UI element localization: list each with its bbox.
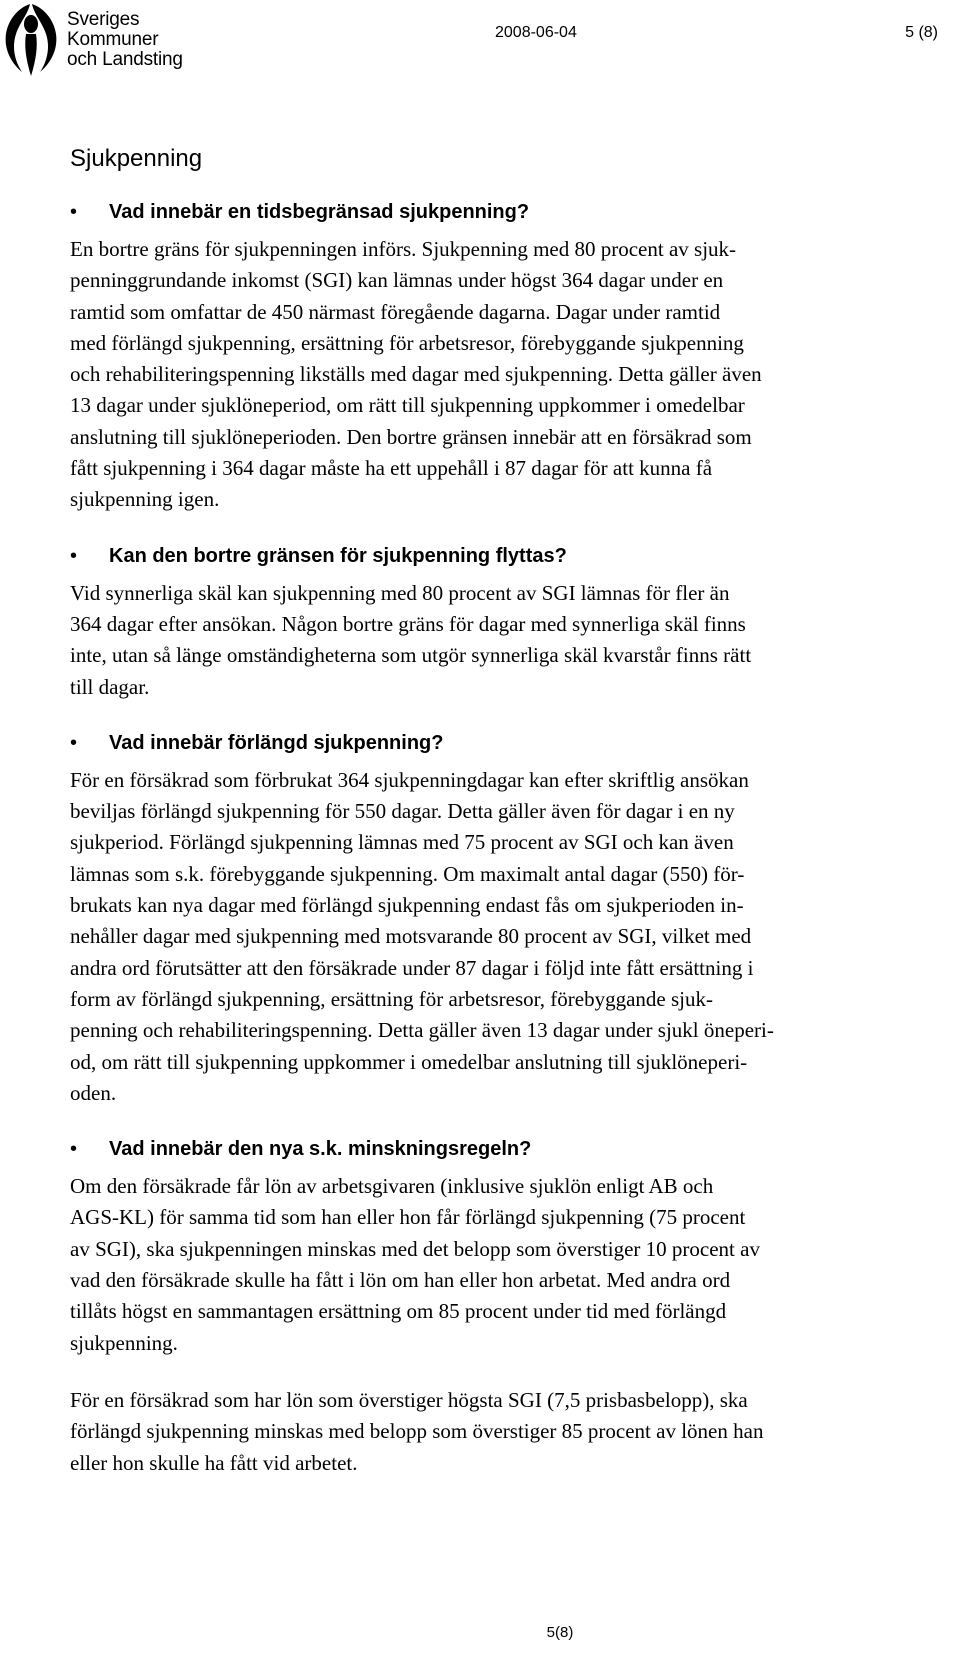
logo-line-1: Sveriges xyxy=(67,9,140,30)
section-paragraph: För en försäkrad som har lön som överstiger högsta SGI (7,5 prisbasbelopp), ska förlängd sjukpenning minskas med belopp som överstiger 85 procent av lönen han eller hon skulle ha fått vid arbetet. xyxy=(70,1387,764,1475)
section-paragraph: Om den försäkrade får lön av arbetsgivaren (inklusive sjuklön enligt AB och AGS-KL) för samma tid som han eller hon får förlängd sjukpenning (75 procent av SGI), ska sjukpenningen minskas med det belopp som överstiger 10 procent av vad den försäkrade skulle ha fått i lön om han eller hon arbetat. Med andra ord tillåts högst en sammantagen ersättning om 85 procent under tid med förlängd sjukpenning. xyxy=(70,1174,760,1355)
bullet-icon: • xyxy=(70,201,78,223)
header-page-number: 5 (8) xyxy=(905,24,938,41)
section-question xyxy=(70,729,930,757)
question-text: Kan den bortre gränsen för sjukpenning flyttas? xyxy=(109,544,567,567)
section-paragraph: För en försäkrad som förbrukat 364 sjukpenningdagar kan efter skriftlig ansökan beviljas förlängd sjukpenning för 550 dagar. Detta gäller även för dagar i en ny sjukperiod. Förlängd sjukpenning lämnas med 75 procent av SGI och kan även lämnas som s.k. förebyggande sjukpenning. Om maximalt antal dagar (550) för- brukats kan nya dagar med förlängd sjukpenning endast fås om sjukperioden in- nehåller dagar med sjukpenning med motsvarande 80 procent av SGI, vilket med andra ord förutsätter att den försäkrade under 87 dagar i följd inte fått ersättning i form av förlängd sjukpenning, ersättning för arbetsresor, förebyggande sjuk- penning och rehabiliteringspenning. Detta gäller även 13 dagar under sjukl öneperi- od, om rätt till sjukpenning uppkommer i omedelbar anslutning till sjuklöneperi- oden. xyxy=(70,767,774,1105)
skl-emblem-icon xyxy=(0,0,62,80)
header-date: 2008-06-04 xyxy=(495,24,577,41)
section-paragraph: En bortre gräns för sjukpenningen införs. Sjukpenning med 80 procent av sjuk- penninggrundande inkomst (SGI) kan lämnas under högst 364 dagar under en ramtid som omfattar de 450 närmast föregående dagarna. Dagar under ramtid med förlängd sjukpenning, ersättning för arbetsresor, förebyggande sjukpenning och rehabiliteringspenning likställs med dagar med sjukpenning. Detta gäller även 13 dagar under sjuklöneperiod, om rätt till sjukpenning uppkommer i omedelbar anslutning till sjuklöneperioden. Den bortre gränsen innebär att en försäkrad som fått sjukpenning i 364 dagar måste ha ett uppehåll i 87 dagar för att kunna få sjukpenning igen. xyxy=(70,237,762,512)
bullet-icon: • xyxy=(70,544,78,567)
question-text: Vad innebär en tidsbegränsad sjukpenning? xyxy=(109,201,530,223)
question-text: Vad innebär förlängd sjukpenning? xyxy=(109,731,444,754)
bullet-icon: • xyxy=(70,1138,78,1161)
logo-line-3: och Landsting xyxy=(67,49,183,70)
section-question xyxy=(70,1135,930,1163)
section-question xyxy=(70,542,930,570)
section-paragraph: Vid synnerliga skäl kan sjukpenning med 80 procent av SGI lämnas för fler än 364 dagar efter ansökan. Någon bortre gräns för dagar med synnerliga skäl finns inte, utan så länge omständigheterna som utgör synnerliga skäl kvarstår finns rätt till dagar. xyxy=(70,580,752,699)
logo-wordmark xyxy=(67,10,183,70)
section-4 xyxy=(70,1135,930,1479)
bullet-icon: • xyxy=(70,731,78,754)
question-text: Vad innebär den nya s.k. minskningsregeln? xyxy=(109,1138,532,1161)
section-1 xyxy=(70,198,930,516)
section-question xyxy=(70,198,930,226)
section-2 xyxy=(70,542,930,703)
skl-logo xyxy=(0,0,200,82)
page-title: Sjukpenning xyxy=(70,145,203,172)
document-body xyxy=(70,142,930,1505)
footer-page-number: 5(8) xyxy=(546,1624,574,1641)
logo-line-2: Kommuner xyxy=(67,29,159,50)
section-3 xyxy=(70,729,930,1109)
